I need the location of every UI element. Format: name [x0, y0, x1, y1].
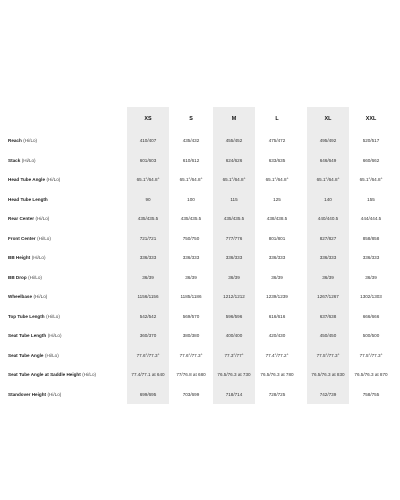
value-cell: 77.5°/77.3° [359, 352, 383, 358]
value-cell: 450/450 [307, 326, 349, 346]
value-cell: 858/858 [362, 235, 380, 241]
measurement-name: BB Drop [8, 274, 27, 280]
value-cell: 596/596 [213, 307, 255, 327]
value-cell: 76.5/76.3 at 830 [307, 365, 349, 385]
value-cell: 435/435.5 [213, 209, 255, 229]
value-cell: 438/438.5 [266, 216, 288, 222]
size-header-l: L [275, 116, 279, 122]
value-cell: 750/750 [182, 235, 200, 241]
table-row [4, 307, 396, 327]
value-cell: 569/570 [182, 313, 200, 319]
value-cell: 65.1°/64.8° [213, 170, 255, 190]
value-cell: 65.1°/64.8° [179, 177, 203, 183]
size-header-xxl: XXL [365, 116, 377, 122]
row-label [8, 170, 60, 190]
value-cell: 444/444.5 [360, 216, 382, 222]
geometry-table [4, 107, 396, 404]
table-row [4, 346, 396, 366]
measurement-name: Reach [8, 138, 22, 144]
measurement-unit: (Hi/Lo) [35, 216, 50, 222]
table-row [4, 385, 396, 405]
value-cell: 36/39 [307, 268, 349, 288]
value-cell: 1302/1303 [360, 294, 382, 300]
value-cell: 703/699 [182, 391, 200, 397]
value-cell: 1212/1212 [213, 287, 255, 307]
value-cell: 336/333 [213, 248, 255, 268]
table-row [4, 131, 396, 151]
table-row [4, 268, 396, 288]
value-cell: 65.1°/64.8° [265, 177, 289, 183]
value-cell: 440/440.5 [307, 209, 349, 229]
row-label [8, 307, 60, 327]
value-cell: 77/76.8 at 680 [176, 372, 206, 378]
value-cell: 660/662 [362, 157, 380, 163]
value-cell: 721/721 [127, 229, 169, 249]
value-cell: 1267/1267 [307, 287, 349, 307]
table-row [4, 229, 396, 249]
value-cell: 65.1°/64.8° [307, 170, 349, 190]
measurement-name: Rear Center [8, 216, 35, 222]
value-cell: 140 [307, 190, 349, 210]
value-cell: 36/39 [127, 268, 169, 288]
row-label [8, 346, 59, 366]
value-cell: 542/542 [127, 307, 169, 327]
value-cell: 637/638 [307, 307, 349, 327]
value-cell: 77.6°/77.3° [127, 346, 169, 366]
value-cell: 115 [213, 190, 255, 210]
table-row [4, 151, 396, 171]
row-label [8, 151, 36, 171]
size-header-s: S [189, 116, 193, 122]
value-cell: 400/400 [213, 326, 255, 346]
row-label [8, 385, 61, 405]
value-cell: 777/776 [213, 229, 255, 249]
value-cell: 155 [367, 196, 375, 202]
value-cell: 420/430 [268, 333, 286, 339]
value-cell: 435/435.5 [180, 216, 202, 222]
measurement-name: Seat Tube Angle [8, 352, 44, 358]
row-label [8, 287, 47, 307]
measurement-unit: (Hi/Lo) [31, 255, 46, 261]
value-cell: 336/333 [127, 248, 169, 268]
value-cell: 36/39 [365, 274, 377, 280]
value-cell: 76.5/76.3 at 780 [260, 372, 294, 378]
value-cell: 495/492 [307, 131, 349, 151]
value-cell: 336/333 [307, 248, 349, 268]
value-cell: 76.5/76.3 at 870 [354, 372, 388, 378]
value-cell: 718/714 [213, 385, 255, 405]
value-cell: 475/472 [268, 138, 286, 144]
measurement-unit: (Hi/Lo) [47, 333, 62, 339]
measurement-name: Front Center [8, 235, 36, 241]
value-cell: 455/452 [213, 131, 255, 151]
measurement-unit: (Hi/Lo) [33, 294, 48, 300]
size-header-m: M [213, 107, 255, 131]
value-cell: 742/739 [307, 385, 349, 405]
value-cell: 500/500 [362, 333, 380, 339]
row-label [8, 365, 96, 385]
value-cell: 360/370 [127, 326, 169, 346]
value-cell: 699/695 [127, 385, 169, 405]
value-cell: 336/333 [182, 255, 200, 261]
value-cell: 1239/1239 [266, 294, 288, 300]
value-cell: 65.1°/64.8° [359, 177, 383, 183]
value-cell: 90 [127, 190, 169, 210]
value-cell: 1156/1156 [127, 287, 169, 307]
size-header-row [4, 107, 396, 131]
row-label [8, 326, 62, 346]
value-cell: 36/39 [185, 274, 197, 280]
table-row [4, 170, 396, 190]
measurement-name: Standover Height [8, 391, 47, 397]
value-cell: 77.4/77.1 at 640 [127, 365, 169, 385]
size-header-xs: XS [127, 107, 169, 131]
measurement-unit: (Hi/Lo) [28, 274, 42, 280]
value-cell: 1185/1186 [180, 294, 202, 300]
table-row [4, 209, 396, 229]
row-label [8, 131, 37, 151]
measurement-unit: (Hi/Lo) [44, 352, 59, 358]
value-cell: 380/380 [182, 333, 200, 339]
measurement-name: Head Tube Length [8, 196, 48, 202]
measurement-unit: (Hi/Lo) [47, 391, 62, 397]
value-cell: 633/635 [268, 157, 286, 163]
value-cell: 827/827 [307, 229, 349, 249]
value-cell: 610/612 [182, 157, 200, 163]
table-row [4, 326, 396, 346]
value-cell: 624/626 [213, 151, 255, 171]
value-cell: 758/755 [362, 391, 380, 397]
measurement-name: BB Height [8, 255, 31, 261]
value-cell: 801/801 [268, 235, 286, 241]
measurement-name: Seat Tube Length [8, 333, 47, 339]
value-cell: 435/432 [182, 138, 200, 144]
measurement-name: Seat Tube Angle at Saddle Height [8, 372, 81, 378]
table-row [4, 365, 396, 385]
value-cell: 100 [187, 196, 195, 202]
row-label [8, 248, 46, 268]
value-cell: 77.5°/77.3° [307, 346, 349, 366]
table-row [4, 248, 396, 268]
measurement-name: Head Tube Angle [8, 177, 46, 183]
measurement-unit: (Hi/Lo) [23, 138, 38, 144]
measurement-unit: (Hi/Lo) [46, 177, 61, 183]
value-cell: 336/333 [362, 255, 380, 261]
value-cell: 616/616 [268, 313, 286, 319]
value-cell: 65.1°/64.8° [127, 170, 169, 190]
value-cell: 125 [273, 196, 281, 202]
measurement-name: Stack [8, 157, 21, 163]
row-label [8, 190, 49, 210]
value-cell: 336/333 [268, 255, 286, 261]
value-cell: 646/649 [307, 151, 349, 171]
table-row [4, 287, 396, 307]
measurement-unit: (Hi/Lo) [46, 313, 60, 319]
value-cell: 435/435.5 [127, 209, 169, 229]
measurement-unit: (Hi/Lo) [21, 157, 36, 163]
value-cell: 666/666 [362, 313, 380, 319]
measurement-name: Wheelbase [8, 294, 32, 300]
value-cell: 77.3°/77° [213, 346, 255, 366]
value-cell: 520/517 [362, 138, 380, 144]
value-cell: 36/39 [271, 274, 283, 280]
size-header-xl: XL [307, 107, 349, 131]
value-cell: 601/603 [127, 151, 169, 171]
value-cell: 77.6°/77.3° [179, 352, 203, 358]
measurement-unit: (Hi/Lo) [82, 372, 97, 378]
table-row [4, 190, 396, 210]
value-cell: 36/39 [213, 268, 255, 288]
value-cell: 410/407 [127, 131, 169, 151]
measurement-unit: (Hi/Lo) [37, 235, 51, 241]
row-label [8, 268, 42, 288]
row-label [8, 209, 49, 229]
value-cell: 77.4°/77.2° [265, 352, 289, 358]
value-cell: 728/725 [268, 391, 286, 397]
row-label [8, 229, 51, 249]
value-cell: 76.5/76.3 at 730 [213, 365, 255, 385]
measurement-name: Top Tube Length [8, 313, 45, 319]
